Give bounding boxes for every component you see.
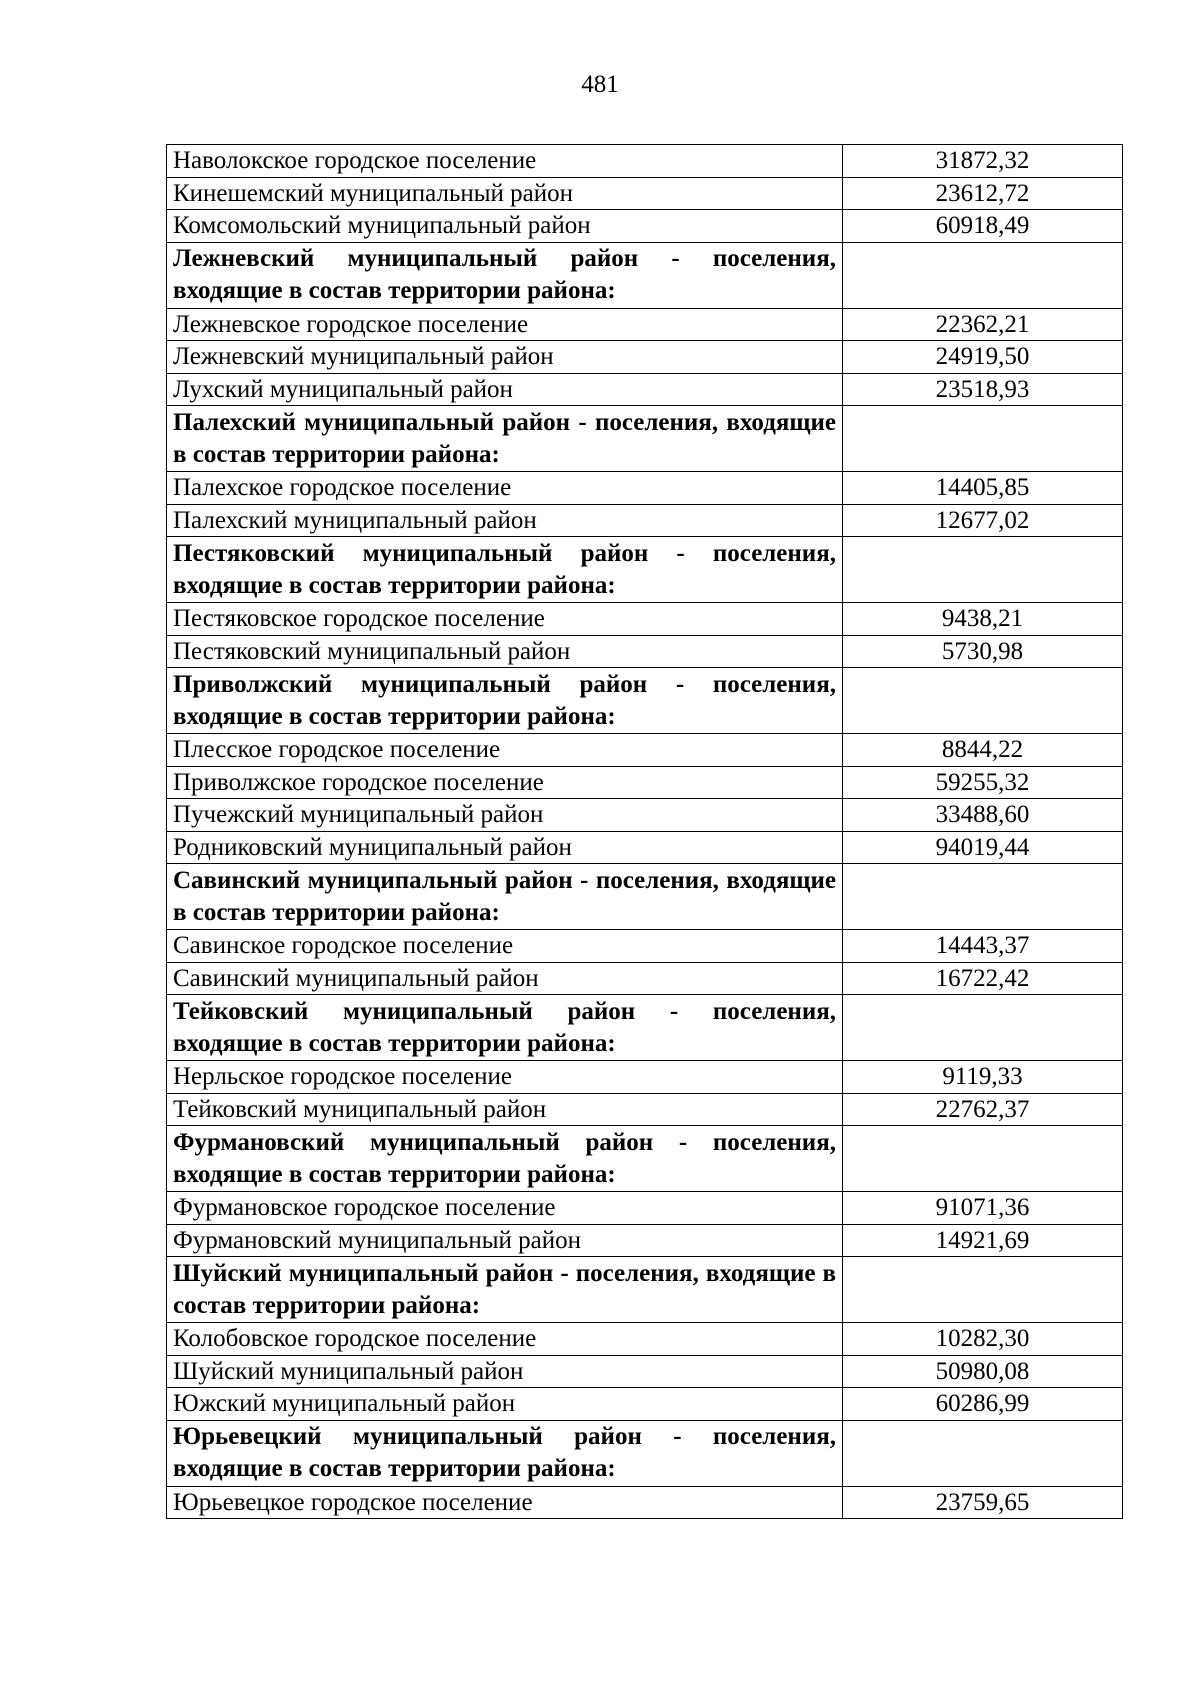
- table-row: [167, 308, 1123, 341]
- group-title-cell: Тейковский муниципальный район - поселения, входящие в состав территории района:: [167, 995, 843, 1061]
- name-cell: Палехское городское поселение: [167, 472, 843, 505]
- group-title-cell: Палехский муниципальный район - поселения, входящие в состав территории района:: [167, 406, 843, 472]
- allocation-table: [166, 144, 1123, 1519]
- name-cell: Фурмановский муниципальный район: [167, 1224, 843, 1257]
- value-cell: 33488,60: [843, 799, 1123, 832]
- value-cell: 23759,65: [843, 1486, 1123, 1519]
- table-row: [167, 1486, 1123, 1519]
- value-cell: 31872,32: [843, 145, 1123, 178]
- name-cell: Пучежский муниципальный район: [167, 799, 843, 832]
- name-cell: Шуйский муниципальный район: [167, 1355, 843, 1388]
- name-cell: Пестяковское городское поселение: [167, 603, 843, 636]
- name-cell: Лежневский муниципальный район: [167, 341, 843, 374]
- table-row: [167, 1224, 1123, 1257]
- group-title-cell: Савинский муниципальный район - поселения, входящие в состав территории района:: [167, 864, 843, 930]
- table-row: [167, 1355, 1123, 1388]
- table-body: [167, 145, 1123, 1519]
- value-cell: 60286,99: [843, 1388, 1123, 1421]
- name-cell: Плесское городское поселение: [167, 734, 843, 767]
- value-cell: [843, 406, 1123, 472]
- name-cell: Пестяковский муниципальный район: [167, 635, 843, 668]
- name-cell: Фурмановское городское поселение: [167, 1192, 843, 1225]
- group-title-cell: Шуйский муниципальный район - поселения, входящие в состав территории района:: [167, 1257, 843, 1323]
- group-title-cell: Юрьевецкий муниципальный район - поселения, входящие в состав территории района:: [167, 1420, 843, 1486]
- value-cell: 14405,85: [843, 472, 1123, 505]
- table-row: [167, 341, 1123, 374]
- value-cell: [843, 864, 1123, 930]
- value-cell: 16722,42: [843, 962, 1123, 995]
- value-cell: 59255,32: [843, 766, 1123, 799]
- value-cell: 9438,21: [843, 603, 1123, 636]
- name-cell: Савинский муниципальный район: [167, 962, 843, 995]
- table-row: [167, 1061, 1123, 1094]
- table-group-header-row: [167, 864, 1123, 930]
- name-cell: Родниковский муниципальный район: [167, 831, 843, 864]
- name-cell: Савинское городское поселение: [167, 930, 843, 963]
- value-cell: 8844,22: [843, 734, 1123, 767]
- table-row: [167, 1192, 1123, 1225]
- table-group-header-row: [167, 1420, 1123, 1486]
- table-group-header-row: [167, 1126, 1123, 1192]
- table-row: [167, 603, 1123, 636]
- table-row: [167, 831, 1123, 864]
- value-cell: 22762,37: [843, 1093, 1123, 1126]
- value-cell: [843, 537, 1123, 603]
- group-title-cell: Пестяковский муниципальный район - поселения, входящие в состав территории района:: [167, 537, 843, 603]
- name-cell: Нерльское городское поселение: [167, 1061, 843, 1094]
- table-row: [167, 1388, 1123, 1421]
- table-row: [167, 472, 1123, 505]
- name-cell: Юрьевецкое городское поселение: [167, 1486, 843, 1519]
- table-row: [167, 734, 1123, 767]
- name-cell: Лухский муниципальный район: [167, 373, 843, 406]
- table-group-header-row: [167, 668, 1123, 734]
- table-row: [167, 177, 1123, 210]
- value-cell: 94019,44: [843, 831, 1123, 864]
- name-cell: Южский муниципальный район: [167, 1388, 843, 1421]
- table-group-header-row: [167, 1257, 1123, 1323]
- table-row: [167, 373, 1123, 406]
- group-title-cell: Приволжский муниципальный район - поселения, входящие в состав территории района:: [167, 668, 843, 734]
- table-group-header-row: [167, 537, 1123, 603]
- value-cell: [843, 1420, 1123, 1486]
- value-cell: [843, 1257, 1123, 1323]
- value-cell: 9119,33: [843, 1061, 1123, 1094]
- table-group-header-row: [167, 242, 1123, 308]
- table-row: [167, 145, 1123, 178]
- table-group-header-row: [167, 995, 1123, 1061]
- table-row: [167, 930, 1123, 963]
- table-row: [167, 504, 1123, 537]
- name-cell: Кинешемский муниципальный район: [167, 177, 843, 210]
- value-cell: 5730,98: [843, 635, 1123, 668]
- name-cell: Тейковский муниципальный район: [167, 1093, 843, 1126]
- page-number: 481: [581, 71, 619, 98]
- value-cell: [843, 1126, 1123, 1192]
- value-cell: [843, 242, 1123, 308]
- group-title-cell: Лежневский муниципальный район - поселения, входящие в состав территории района:: [167, 242, 843, 308]
- table-row: [167, 210, 1123, 243]
- table-row: [167, 1323, 1123, 1356]
- value-cell: 50980,08: [843, 1355, 1123, 1388]
- name-cell: Наволокское городское поселение: [167, 145, 843, 178]
- value-cell: [843, 995, 1123, 1061]
- value-cell: [843, 668, 1123, 734]
- name-cell: Палехский муниципальный район: [167, 504, 843, 537]
- name-cell: Колобовское городское поселение: [167, 1323, 843, 1356]
- table-row: [167, 799, 1123, 832]
- table-row: [167, 766, 1123, 799]
- name-cell: Приволжское городское поселение: [167, 766, 843, 799]
- name-cell: Лежневское городское поселение: [167, 308, 843, 341]
- table-row: [167, 962, 1123, 995]
- value-cell: 91071,36: [843, 1192, 1123, 1225]
- value-cell: 23518,93: [843, 373, 1123, 406]
- table-group-header-row: [167, 406, 1123, 472]
- value-cell: 24919,50: [843, 341, 1123, 374]
- value-cell: 23612,72: [843, 177, 1123, 210]
- table-row: [167, 635, 1123, 668]
- value-cell: 22362,21: [843, 308, 1123, 341]
- value-cell: 12677,02: [843, 504, 1123, 537]
- value-cell: 10282,30: [843, 1323, 1123, 1356]
- value-cell: 60918,49: [843, 210, 1123, 243]
- group-title-cell: Фурмановский муниципальный район - поселения, входящие в состав территории района:: [167, 1126, 843, 1192]
- value-cell: 14443,37: [843, 930, 1123, 963]
- table-row: [167, 1093, 1123, 1126]
- name-cell: Комсомольский муниципальный район: [167, 210, 843, 243]
- value-cell: 14921,69: [843, 1224, 1123, 1257]
